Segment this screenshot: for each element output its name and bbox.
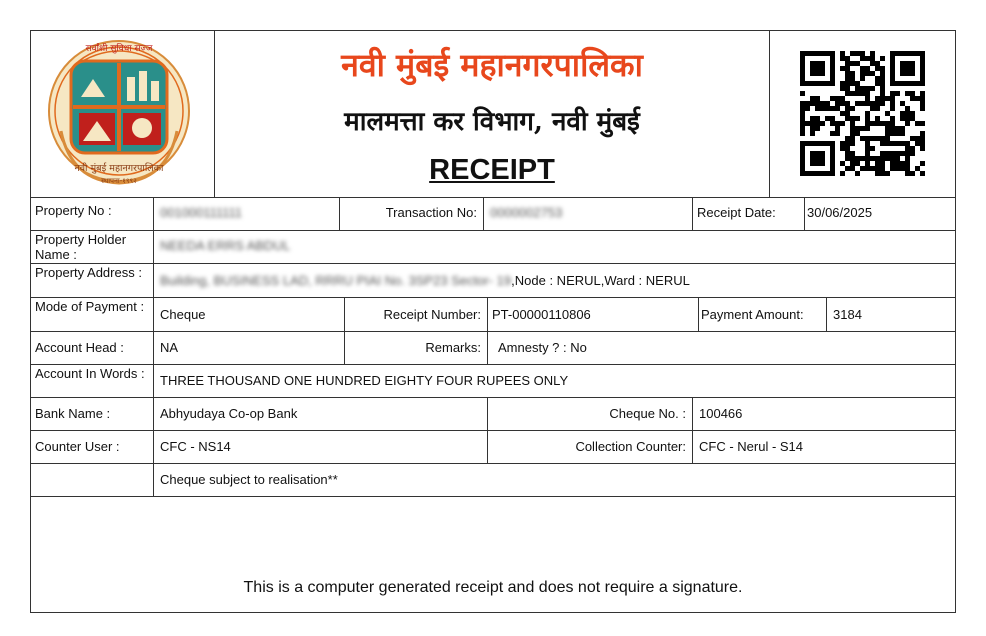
footer-disclaimer: This is a computer generated receipt and does not require a signature. [243,579,743,596]
logo-cell [31,31,215,197]
receipt-header [31,31,955,198]
account-in-words-value: THREE THOUSAND ONE HUNDRED EIGHTY FOUR RUPEES ONLY [160,373,569,388]
property-no-label: Property No : [31,197,154,230]
counter-user-value: CFC - NS14 [154,430,488,463]
address-value [154,263,955,297]
transaction-no-label: Transaction No: [340,197,484,230]
holder-name-value [154,230,955,263]
row-property-no [31,197,955,231]
collection-counter-value: CFC - Nerul - S14 [699,439,804,454]
note-empty-cell [31,463,154,496]
cheque-note: Cheque subject to realisation** [160,472,338,487]
receipt-number-value: PT-00000110806 [488,297,699,331]
cheque-no-label: Cheque No. : [488,397,693,430]
counter-user-label: Counter User : [31,430,154,463]
payment-amount-value: 3184 [833,307,862,322]
logo-established: स्थापना-१९९२ [101,177,137,185]
receipt-frame [30,30,956,613]
cheque-no-value: 100466 [699,406,743,421]
mode-of-payment-label: Mode of Payment : [31,297,154,331]
remarks-label: Remarks: [345,331,488,364]
payment-amount-label: Payment Amount: [699,297,827,331]
logo-motto: सर्वांशी सुविधा सज्ज [85,44,153,54]
row-counter [31,430,955,464]
qr-cell [769,31,956,197]
row-address [31,263,955,298]
mode-of-payment-value: Cheque [154,297,345,331]
row-account-head [31,331,955,365]
address-redacted: Building, BUSINESS LAD, RRRU PIAI No. 3SP23 Sector- 19 [160,273,512,288]
receipt-number-label: Receipt Number: [345,297,488,331]
address-visible: ,Node : NERUL,Ward : NERUL [511,273,690,288]
transaction-no-value [484,197,693,230]
account-in-words-label: Account In Words : [31,364,154,397]
bank-name-label: Bank Name : [31,397,154,430]
address-label: Property Address : [31,263,154,297]
holder-name-redacted: NEEDA ERRS ABDUL [160,238,291,253]
nmmc-logo [31,31,214,197]
transaction-no-redacted: 0000002753 [490,205,563,220]
collection-counter-label: Collection Counter: [488,430,693,463]
logo-name: नवी मुंबई महानगरपालिका [74,163,164,174]
row-bank [31,397,955,431]
remarks-value: Amnesty ? : No [498,340,587,355]
row-payment [31,297,955,332]
row-account-words [31,364,955,398]
row-holder-name [31,230,955,264]
row-note [31,463,955,497]
doc-title: RECEIPT [429,154,555,186]
department-name: मालमत्ता कर विभाग, नवी मुंबई [344,107,640,137]
receipt-date-label: Receipt Date: [693,197,805,230]
account-head-label: Account Head : [31,331,154,364]
property-no-value [154,197,340,230]
receipt-date-value: 30/06/2025 [807,205,873,220]
account-head-value: NA [154,331,345,364]
org-name: नवी मुंबई महानगरपालिका [341,46,643,84]
qr-code-icon [770,31,956,197]
title-block [215,31,769,197]
property-no-redacted: 001000111111 [160,205,242,220]
holder-name-label: Property Holder Name : [31,230,154,263]
bank-name-value: Abhyudaya Co-op Bank [154,397,488,430]
